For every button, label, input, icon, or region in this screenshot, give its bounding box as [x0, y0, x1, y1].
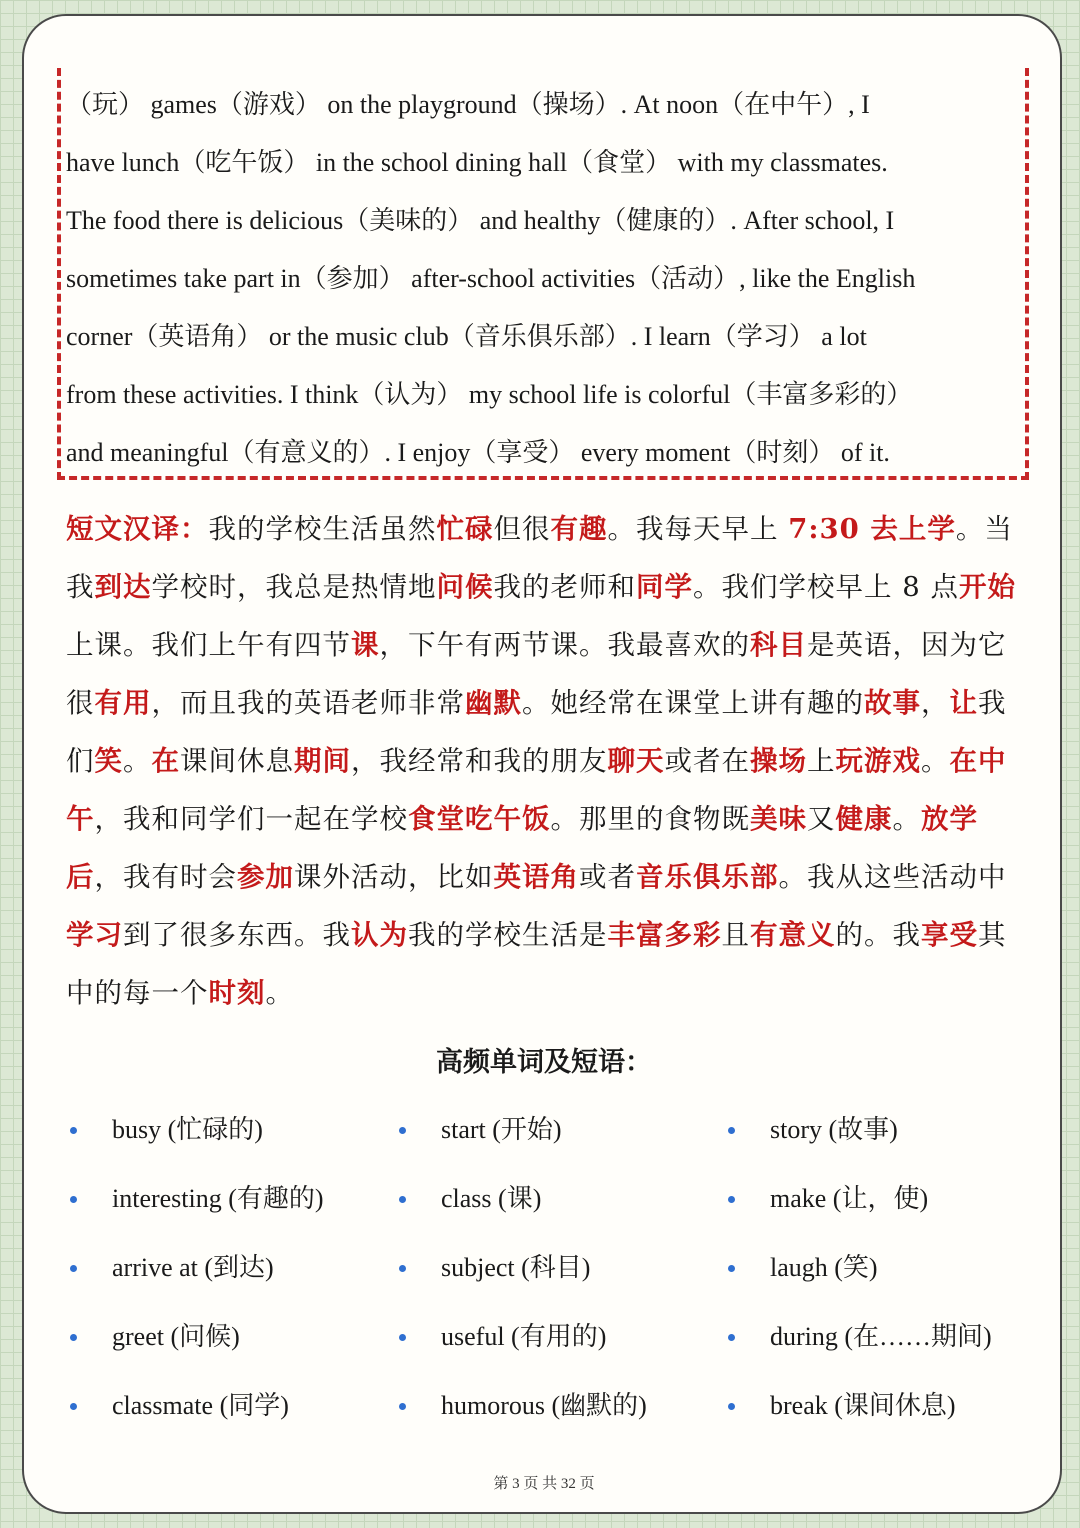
highlight-phrase: 享受: [921, 919, 978, 951]
english-line: sometimes take part in（参加） after-school activities（活动）, like the English: [66, 264, 916, 293]
highlight-phrase: 玩游戏: [835, 745, 921, 777]
vocab-item: make (让，使): [770, 1184, 929, 1213]
english-line: and meaningful（有意义的）. I enjoy（享受） every moment（时刻） of it.: [66, 438, 890, 467]
highlight-phrase: 有用: [94, 687, 152, 719]
vocab-item: arrive at (到达): [112, 1253, 274, 1282]
english-line: from these activities. I think（认为） my school life is colorful（丰富多彩的）: [66, 380, 913, 409]
translation-text: 学校时，我总是热情地: [151, 571, 437, 603]
english-line: （玩） games（游戏） on the playground（操场）. At noon（在中午）, I: [66, 90, 870, 119]
vocab-item: during (在……期间): [770, 1322, 992, 1351]
highlight-phrase: 英语角: [493, 861, 579, 893]
vocab-item: break (课间休息): [770, 1391, 956, 1420]
vocab-item: story (故事): [770, 1115, 898, 1144]
translation-text: 上: [807, 745, 836, 777]
highlight-phrase: 食堂吃午饭: [408, 803, 551, 835]
highlight-phrase: 问候: [436, 571, 494, 603]
translation-text: 且: [721, 919, 750, 951]
bullet-icon: [728, 1265, 735, 1272]
highlight-phrase: 期间: [294, 745, 351, 777]
highlight-phrase: 健康: [835, 803, 893, 835]
highlight-phrase: 课: [351, 629, 380, 661]
bullet-icon: [728, 1196, 735, 1203]
english-line: corner（英语角） or the music club（音乐俱乐部）. I learn（学习） a lot: [66, 322, 867, 351]
translation-text: 我的老师和: [493, 571, 636, 603]
translation-text: ，我经常和我的朋友: [351, 745, 608, 777]
translation-text: 到了很多东西。我: [123, 919, 351, 951]
translation-text: 。我每天早上: [607, 513, 789, 545]
vocab-item: laugh (笑): [770, 1253, 878, 1282]
highlight-phrase: 认为: [351, 919, 408, 951]
highlight-phrase: 到达: [94, 571, 152, 603]
bullet-icon: [399, 1196, 406, 1203]
translation-text: 上课。我们上午有四节: [66, 629, 351, 661]
translation-text: 我的学校生活虽然: [208, 513, 437, 545]
highlight-phrase: 让: [949, 687, 978, 719]
translation-text: 。当我: [66, 513, 1013, 603]
chinese-translation: [66, 500, 1016, 1022]
translation-text: 。: [892, 803, 921, 835]
vocab-item: greet (问候): [112, 1322, 240, 1351]
translation-text: ，我有时会: [94, 861, 237, 893]
highlight-phrase: 故事: [864, 687, 921, 719]
translation-text: 或者在: [664, 745, 750, 777]
vocab-item: start (开始): [441, 1115, 562, 1144]
translation-text: 或者: [579, 861, 636, 893]
bullet-icon: [728, 1403, 735, 1410]
highlight-phrase: 放学后: [66, 803, 978, 893]
translation-text: 。: [265, 977, 294, 1009]
vocab-item: busy (忙碌的): [112, 1115, 263, 1144]
translation-text: 。: [921, 745, 950, 777]
translation-text: 课外活动，比如: [294, 861, 494, 893]
highlight-phrase: 开始: [958, 571, 1016, 603]
vocab-item: classmate (同学): [112, 1391, 289, 1420]
bullet-icon: [399, 1127, 406, 1134]
bullet-icon: [399, 1334, 406, 1341]
document-page: [22, 14, 1062, 1514]
translation-text: 是英语，因为它很: [66, 629, 1007, 719]
vocab-item: class (课): [441, 1184, 542, 1213]
highlight-phrase: 美味: [750, 803, 807, 835]
highlight-phrase: 在: [151, 745, 180, 777]
vocab-item: interesting (有趣的): [112, 1184, 324, 1213]
translation-text: 又: [807, 803, 836, 835]
highlight-phrase: 科目: [750, 629, 807, 661]
translation-text: 我的学校生活是: [408, 919, 608, 951]
highlight-phrase: 忙碌: [436, 513, 494, 545]
translation-text: 课间休息: [180, 745, 294, 777]
highlight-phrase: 笑: [94, 745, 123, 777]
highlight-phrase: 丰富多彩: [607, 919, 722, 951]
highlight-phrase: 7:30 去上学: [788, 513, 956, 545]
translation-text: ，而且我的英语老师非常: [151, 687, 465, 719]
bullet-icon: [70, 1334, 77, 1341]
translation-text: ，我和同学们一起在学校: [94, 803, 408, 835]
vocab-title: 高频单词及短语：: [436, 1047, 652, 1078]
translation-text: 。我从这些活动中: [778, 861, 1007, 893]
translation-text: 但很: [493, 513, 551, 545]
translation-label: 短文汉译：: [66, 513, 209, 545]
english-line: have lunch（吃午饭） in the school dining hall（食堂） with my classmates.: [66, 148, 888, 177]
highlight-phrase: 参加: [237, 861, 294, 893]
bullet-icon: [70, 1265, 77, 1272]
bullet-icon: [70, 1403, 77, 1410]
highlight-phrase: 时刻: [208, 977, 266, 1009]
highlight-phrase: 同学: [636, 571, 693, 603]
translation-text: 的。我: [835, 919, 921, 951]
bullet-icon: [399, 1265, 406, 1272]
highlight-phrase: 聊天: [607, 745, 665, 777]
highlight-phrase: 在中午: [66, 745, 1007, 835]
translation-text: 。我们学校早上 8 点: [693, 571, 959, 603]
bullet-icon: [728, 1334, 735, 1341]
page-footer: 第 3 页 共 32 页: [493, 1476, 595, 1492]
translation-text: 。: [123, 745, 152, 777]
bullet-icon: [728, 1127, 735, 1134]
highlight-phrase: 幽默: [465, 687, 522, 719]
translation-text: ，: [921, 687, 950, 719]
translation-text: 。那里的食物既: [550, 803, 750, 835]
translation-text: ，下午有两节课。我最喜欢的: [379, 629, 750, 661]
bullet-icon: [70, 1196, 77, 1203]
highlight-phrase: 学习: [66, 919, 123, 951]
vocab-item: subject (科目): [441, 1253, 591, 1282]
highlight-phrase: 有意义: [750, 919, 836, 951]
vocab-item: humorous (幽默的): [441, 1391, 647, 1420]
translation-text: 。她经常在课堂上讲有趣的: [522, 687, 864, 719]
bullet-icon: [399, 1403, 406, 1410]
highlight-phrase: 有趣: [550, 513, 608, 545]
highlight-phrase: 操场: [750, 745, 807, 777]
translation-text: 我们: [66, 687, 1007, 777]
vocab-item: useful (有用的): [441, 1322, 607, 1351]
translation-text: 其中的每一个: [66, 919, 1007, 1009]
highlight-phrase: 音乐俱乐部: [636, 861, 779, 893]
english-line: The food there is delicious（美味的） and healthy（健康的）. After school, I: [66, 206, 895, 235]
bullet-icon: [70, 1127, 77, 1134]
